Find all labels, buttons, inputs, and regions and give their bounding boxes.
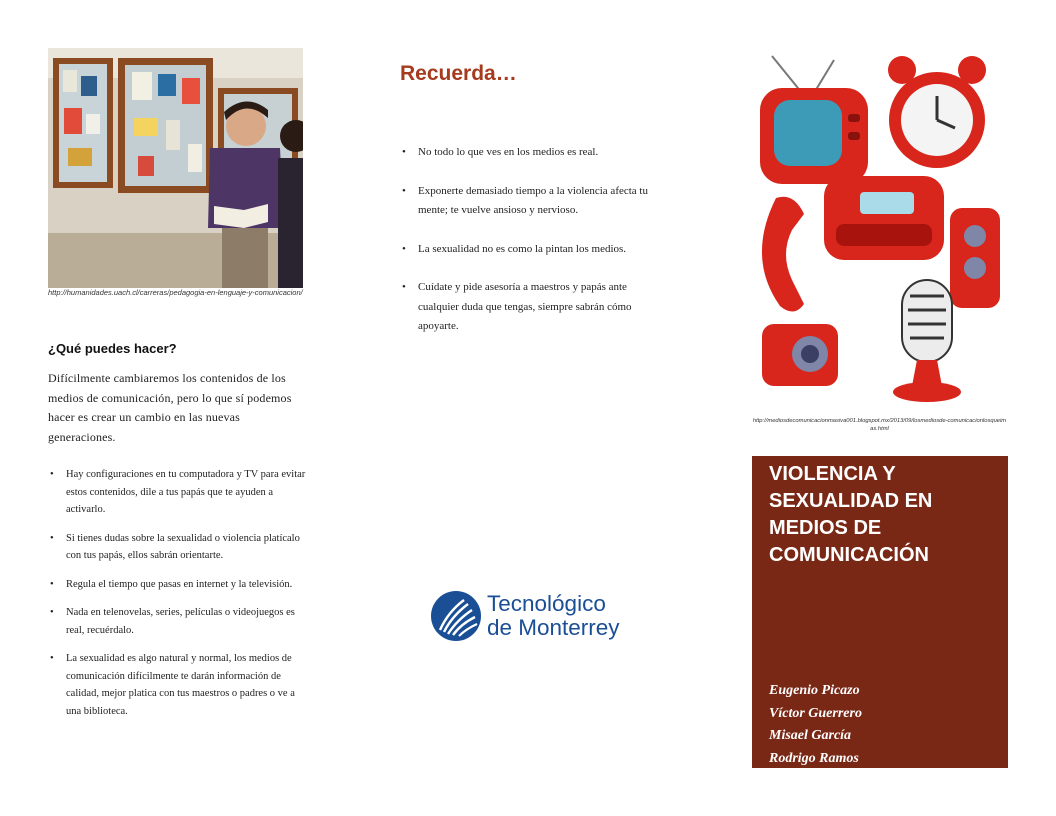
media-devices-illustration <box>752 48 1007 410</box>
logo-line-1: Tecnológico <box>487 591 606 616</box>
tips-list <box>48 466 308 731</box>
que-puedes-hacer-heading: ¿Qué puedes hacer? <box>48 341 177 356</box>
recuerda-item: • Exponerte demasiado tiempo a la violencia afecta tu mente; te vuelve ansioso y nervioso. <box>400 182 652 221</box>
tip-item: • Regula el tiempo que pasas en internet y la televisión. <box>48 576 308 594</box>
tip-item: • Nada en telenovelas, series, películas o videojuegos es real, recuérdalo. <box>48 604 308 639</box>
author-name: Rodrigo Ramos <box>769 750 859 766</box>
tecnologico-de-monterrey-logo <box>430 590 630 646</box>
recuerda-item: • Cuídate y pide asesoría a maestros y papás ante cualquier duda que tengas, siempre sabrán cómo apoyarte. <box>400 278 652 337</box>
students-reading-photo <box>48 48 303 288</box>
author-name: Eugenio Picazo <box>769 683 860 698</box>
cover-panel <box>752 456 1008 768</box>
flame-seal-icon <box>430 590 482 642</box>
logo-wordmark <box>487 592 620 640</box>
recuerda-item: • No todo lo que ves en los medios es real. <box>400 143 652 163</box>
author-name: Víctor Guerrero <box>769 705 862 721</box>
illustration-credit-link[interactable]: http://mediosdecomunicacionmasiva001.blogspot.mx/2013/09/losmediosde-comunicacionlosqueimas.html <box>752 418 1007 432</box>
que-intro-text: Difícilmente cambiaremos los contenidos de los medios de comunicación, pero lo que sí podemos hacer es crear un cambio en las nuevas generaciones. <box>48 371 292 444</box>
author-name: Misael García <box>769 728 852 743</box>
recuerda-item: • La sexualidad no es como la pintan los medios. <box>400 240 652 260</box>
tip-item: • La sexualidad es algo natural y normal, los medios de comunicación difícilmente te darán información de calidad, mejor platica con tus maestros o padres o ve a una biblioteca. <box>48 650 308 720</box>
authors-list <box>769 680 862 770</box>
tip-item: • Hay configuraciones en tu computadora y TV para evitar estos contenidos, dile a tus papás que te ayuden a activarlo. <box>48 466 308 519</box>
logo-line-2: de Monterrey <box>487 615 620 640</box>
recuerda-list <box>400 143 652 356</box>
recuerda-heading: Recuerda… <box>400 62 517 85</box>
photo-credit-link[interactable]: http://humanidades.uach.cl/carreras/pedagogia-en-lenguaje-y-comunicacion/ <box>48 288 303 297</box>
tip-item: • Si tienes dudas sobre la sexualidad o violencia platícalo con tus papás, ellos sabrán orientarte. <box>48 530 308 565</box>
brochure-title: VIOLENCIA Y SEXUALIDAD EN MEDIOS DE COMUNICACIÓN <box>769 463 933 566</box>
